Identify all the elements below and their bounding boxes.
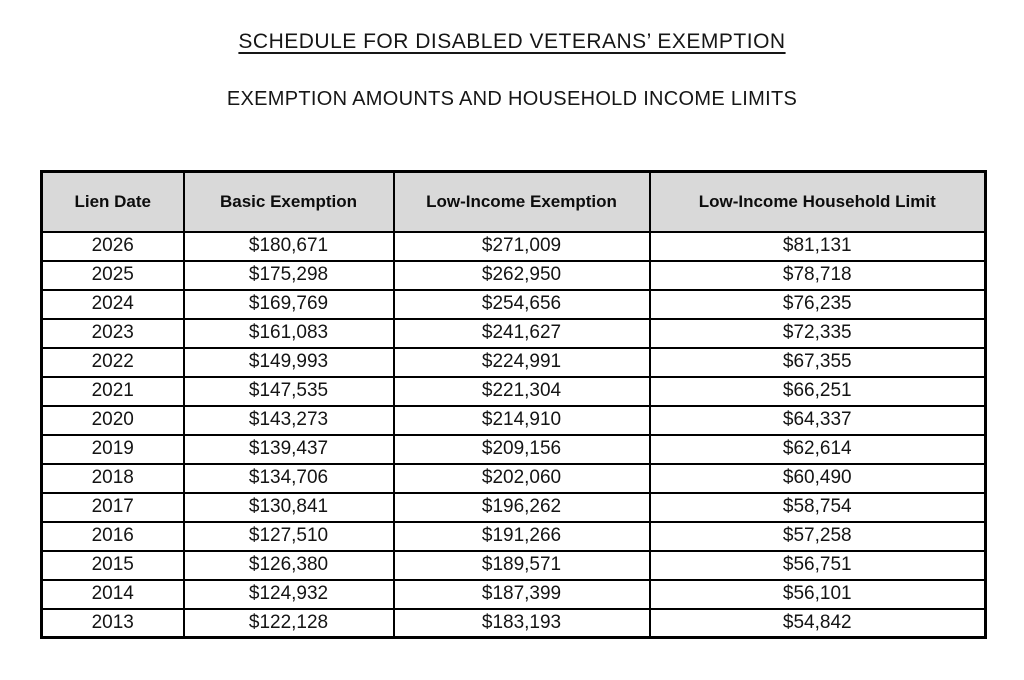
cell-lien-date: 2014 [42,580,184,609]
table-row [42,232,986,261]
cell-lien-date: 2020 [42,406,184,435]
table-row [42,290,986,319]
cell-low-income-household-limit: $66,251 [650,377,986,406]
cell-low-income-exemption: $254,656 [394,290,650,319]
cell-low-income-exemption: $183,193 [394,609,650,638]
table-row [42,435,986,464]
cell-low-income-exemption: $189,571 [394,551,650,580]
table-row [42,377,986,406]
cell-basic-exemption: $124,932 [184,580,394,609]
cell-basic-exemption: $169,769 [184,290,394,319]
column-header-low-income-exemption: Low-Income Exemption [394,172,650,232]
cell-basic-exemption: $127,510 [184,522,394,551]
cell-low-income-household-limit: $56,751 [650,551,986,580]
cell-basic-exemption: $147,535 [184,377,394,406]
table-row [42,609,986,638]
cell-low-income-household-limit: $76,235 [650,290,986,319]
table-row [42,464,986,493]
table-row [42,493,986,522]
cell-basic-exemption: $134,706 [184,464,394,493]
cell-lien-date: 2023 [42,319,184,348]
cell-basic-exemption: $143,273 [184,406,394,435]
cell-low-income-household-limit: $64,337 [650,406,986,435]
cell-lien-date: 2021 [42,377,184,406]
cell-low-income-household-limit: $72,335 [650,319,986,348]
cell-low-income-exemption: $241,627 [394,319,650,348]
column-header-basic-exemption: Basic Exemption [184,172,394,232]
cell-low-income-exemption: $202,060 [394,464,650,493]
cell-low-income-household-limit: $62,614 [650,435,986,464]
cell-low-income-exemption: $196,262 [394,493,650,522]
table-row [42,580,986,609]
cell-low-income-household-limit: $56,101 [650,580,986,609]
cell-basic-exemption: $126,380 [184,551,394,580]
exemption-schedule-table [40,170,987,639]
cell-lien-date: 2017 [42,493,184,522]
cell-lien-date: 2015 [42,551,184,580]
cell-low-income-exemption: $209,156 [394,435,650,464]
cell-low-income-exemption: $214,910 [394,406,650,435]
cell-basic-exemption: $180,671 [184,232,394,261]
column-header-low-income-household-limit: Low-Income Household Limit [650,172,986,232]
cell-lien-date: 2024 [42,290,184,319]
page-subtitle: EXEMPTION AMOUNTS AND HOUSEHOLD INCOME LIMITS [226,88,798,110]
cell-low-income-exemption: $187,399 [394,580,650,609]
table-header-row [42,172,986,232]
cell-basic-exemption: $149,993 [184,348,394,377]
cell-low-income-exemption: $271,009 [394,232,650,261]
cell-low-income-exemption: $262,950 [394,261,650,290]
cell-basic-exemption: $161,083 [184,319,394,348]
cell-low-income-household-limit: $57,258 [650,522,986,551]
cell-lien-date: 2025 [42,261,184,290]
cell-low-income-exemption: $221,304 [394,377,650,406]
table-row [42,406,986,435]
page-title: SCHEDULE FOR DISABLED VETERANS’ EXEMPTION [238,30,786,53]
table-row [42,348,986,377]
column-header-lien-date: Lien Date [42,172,184,232]
table-row [42,261,986,290]
cell-low-income-household-limit: $60,490 [650,464,986,493]
cell-low-income-household-limit: $54,842 [650,609,986,638]
cell-lien-date: 2019 [42,435,184,464]
table-header [42,172,986,232]
cell-lien-date: 2013 [42,609,184,638]
table-row [42,522,986,551]
cell-basic-exemption: $175,298 [184,261,394,290]
table-row [42,319,986,348]
cell-basic-exemption: $139,437 [184,435,394,464]
cell-lien-date: 2026 [42,232,184,261]
cell-low-income-household-limit: $58,754 [650,493,986,522]
cell-lien-date: 2022 [42,348,184,377]
cell-basic-exemption: $130,841 [184,493,394,522]
cell-low-income-household-limit: $81,131 [650,232,986,261]
cell-low-income-household-limit: $67,355 [650,348,986,377]
cell-lien-date: 2018 [42,464,184,493]
cell-lien-date: 2016 [42,522,184,551]
cell-low-income-exemption: $224,991 [394,348,650,377]
table-row [42,551,986,580]
table-body [42,232,986,638]
cell-basic-exemption: $122,128 [184,609,394,638]
cell-low-income-household-limit: $78,718 [650,261,986,290]
cell-low-income-exemption: $191,266 [394,522,650,551]
